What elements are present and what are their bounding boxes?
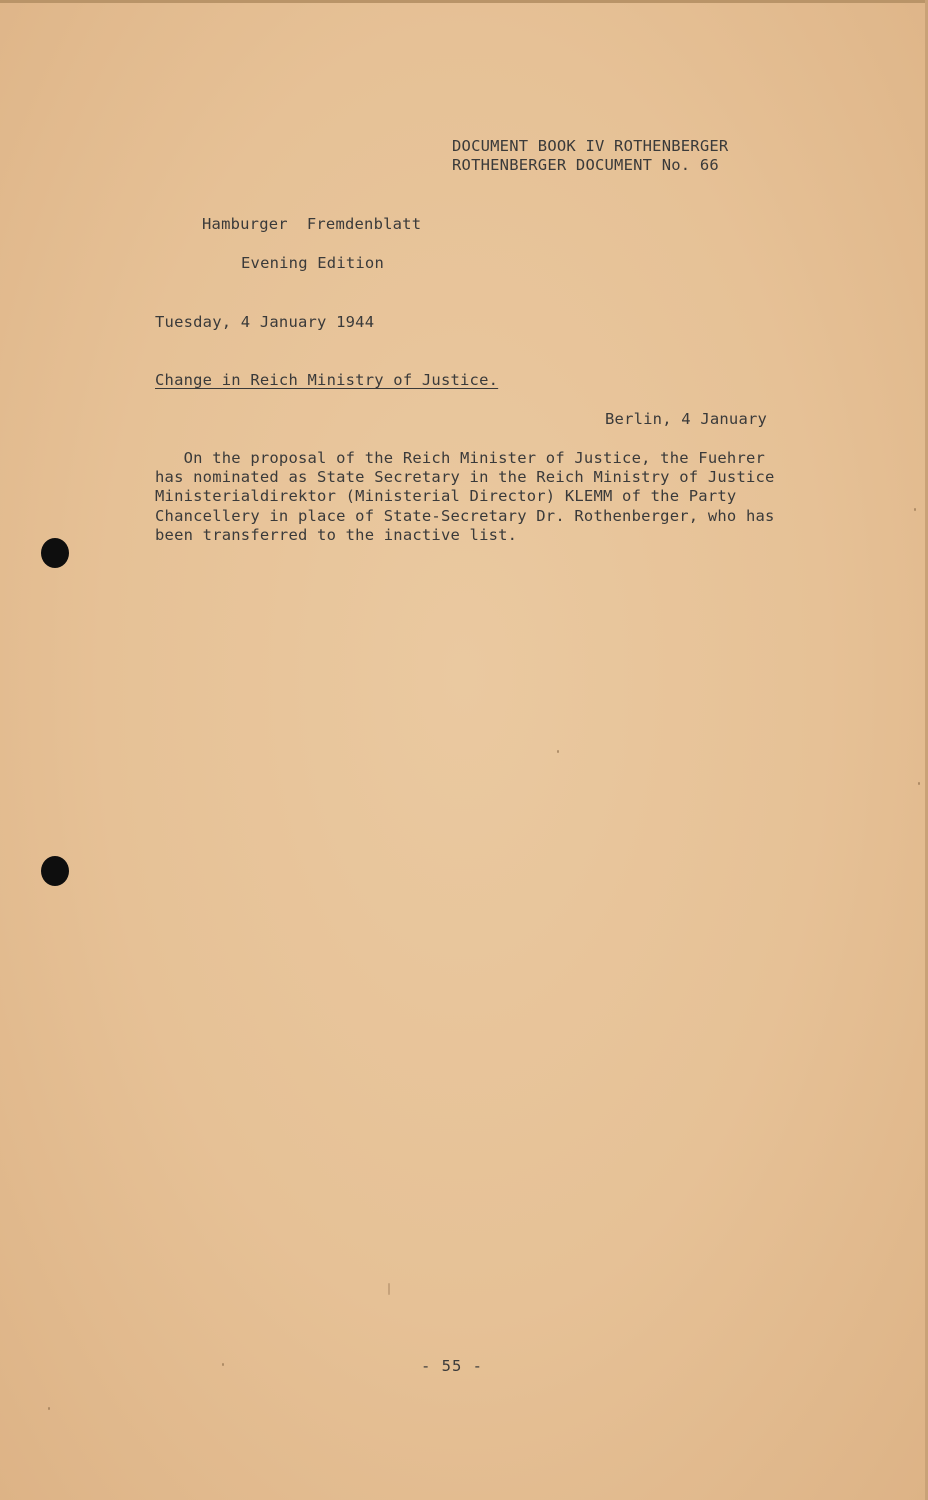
edition-label: Evening Edition — [241, 254, 384, 272]
paper-speck — [557, 750, 559, 753]
punch-hole — [41, 856, 69, 886]
document-number-label: ROTHENBERGER DOCUMENT No. 66 — [452, 156, 719, 174]
body-text-line: been transferred to the inactive list. — [155, 526, 518, 544]
body-text-line: On the proposal of the Reich Minister of Justice, the Fuehrer — [155, 449, 766, 467]
punch-hole — [41, 538, 69, 568]
document-book-label: DOCUMENT BOOK IV ROTHENBERGER — [452, 137, 729, 155]
paper-speck — [388, 1283, 390, 1295]
paper-speck — [222, 1363, 224, 1366]
newspaper-name: Hamburger Fremdenblatt — [202, 215, 422, 233]
body-text-line: Chancellery in place of State-Secretary Dr. Rothenberger, who has — [155, 507, 775, 525]
paper-speck — [918, 782, 920, 785]
paper-speck — [48, 1407, 50, 1410]
page-number: - 55 - — [421, 1357, 483, 1375]
page-top-edge — [0, 0, 928, 3]
body-text-line: Ministerialdirektor (Ministerial Director) KLEMM of the Party — [155, 487, 737, 505]
paper-speck — [914, 508, 916, 511]
article-dateline: Berlin, 4 January — [605, 410, 768, 428]
publication-date: Tuesday, 4 January 1944 — [155, 313, 375, 331]
article-headline: Change in Reich Ministry of Justice. — [155, 371, 499, 389]
body-text-line: has nominated as State Secretary in the Reich Ministry of Justice — [155, 468, 775, 486]
